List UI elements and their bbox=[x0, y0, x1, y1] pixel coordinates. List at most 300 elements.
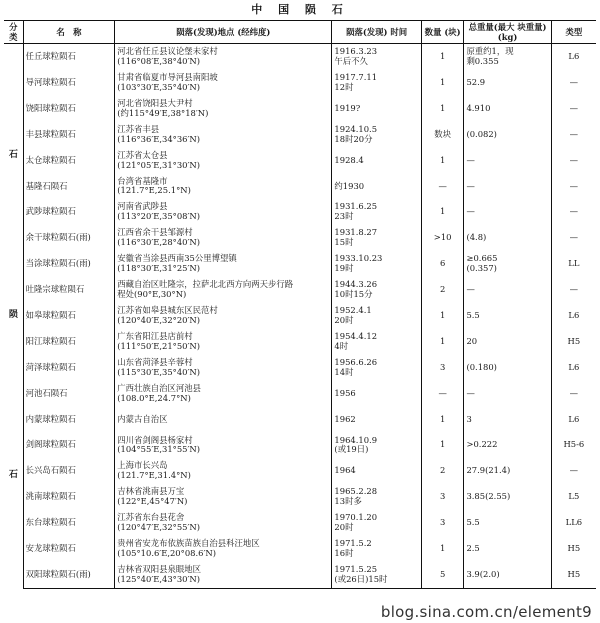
type-cell-text: H5 bbox=[567, 568, 581, 579]
table-row bbox=[4, 251, 596, 277]
location-cell bbox=[115, 225, 332, 251]
time-cell bbox=[332, 355, 421, 381]
type-cell bbox=[551, 173, 596, 199]
weight-cell bbox=[464, 96, 551, 122]
time-cell bbox=[332, 329, 421, 355]
count-cell-text: 1 bbox=[439, 51, 446, 62]
meteorite-name-text: 内蒙球粒陨石 bbox=[25, 413, 76, 424]
count-cell bbox=[421, 44, 464, 70]
location-cell bbox=[115, 173, 332, 199]
count-cell bbox=[421, 277, 464, 303]
location-cell bbox=[115, 562, 332, 588]
count-cell bbox=[421, 96, 464, 122]
table-row bbox=[4, 562, 596, 588]
table-row bbox=[4, 536, 596, 562]
weight-cell bbox=[464, 381, 551, 407]
meteorite-name bbox=[23, 148, 115, 174]
count-cell-text: 1 bbox=[439, 413, 446, 424]
table-row bbox=[4, 484, 596, 510]
time-cell-text: 1970.1.20 bbox=[334, 512, 378, 523]
type-cell-text: H5-6 bbox=[563, 439, 585, 450]
location-cell-text: 江西省余干县邹源村 bbox=[117, 227, 193, 238]
location-cell-text: 吉林省洮南县万宝 bbox=[117, 486, 185, 497]
time-cell-text: 18时20分 bbox=[334, 133, 373, 144]
count-cell bbox=[421, 70, 464, 96]
category-spacer bbox=[6, 321, 21, 471]
count-cell-text: 1 bbox=[439, 154, 446, 165]
count-cell bbox=[421, 122, 464, 148]
weight-cell bbox=[464, 303, 551, 329]
category-char: 石 bbox=[8, 150, 18, 161]
time-cell bbox=[332, 432, 421, 458]
weight-cell-text: 5.5 bbox=[466, 517, 480, 528]
location-cell-text: 吉林省双阳县泉眼地区 bbox=[117, 563, 201, 574]
count-cell bbox=[421, 251, 464, 277]
weight-cell-text: — bbox=[466, 154, 475, 165]
header-time: 陨落(发现) 时间 bbox=[332, 21, 421, 44]
count-cell bbox=[421, 355, 464, 381]
weight-cell-text: (0.180) bbox=[466, 361, 497, 372]
category-char: 石 bbox=[8, 470, 18, 480]
meteorite-name-text: 吐隆宗球粒陨石 bbox=[25, 284, 85, 295]
meteorite-name bbox=[23, 484, 115, 510]
meteorite-name-text: 阳江球粒陨石 bbox=[25, 335, 76, 346]
count-cell-text: 3 bbox=[439, 517, 446, 528]
meteorite-name-text: 基隆石陨石 bbox=[25, 180, 68, 191]
meteorite-name-text: 东台球粒陨石 bbox=[25, 517, 76, 528]
weight-cell-text: 3.9(2.0) bbox=[466, 568, 500, 579]
location-cell-text: (116°08′E,38°40′N) bbox=[117, 55, 200, 66]
time-cell-text: 13时多 bbox=[334, 496, 362, 507]
location-cell bbox=[115, 96, 332, 122]
location-cell-text: (108.0°E,24.7°N) bbox=[117, 392, 191, 403]
header-type: 类型 bbox=[551, 21, 596, 44]
meteorite-name-text: 当涂球粒陨石(雨) bbox=[25, 258, 91, 269]
location-cell-text: 江苏省如皋县城东区民范村 bbox=[117, 305, 218, 316]
location-cell bbox=[115, 510, 332, 536]
type-cell bbox=[551, 225, 596, 251]
meteorite-name bbox=[23, 562, 115, 588]
location-cell-text: (120°40′E,32°20′N) bbox=[117, 314, 200, 325]
weight-cell bbox=[464, 329, 551, 355]
table-row bbox=[4, 381, 596, 407]
meteorite-name-text: 菏泽球粒陨石 bbox=[25, 361, 76, 372]
weight-cell bbox=[464, 148, 551, 174]
count-cell-text: 1 bbox=[439, 206, 446, 217]
time-cell bbox=[332, 562, 421, 588]
header-category: 分类 bbox=[4, 21, 23, 44]
type-cell bbox=[551, 432, 596, 458]
table-row bbox=[4, 199, 596, 225]
count-cell-text: 3 bbox=[439, 361, 446, 372]
time-cell-text: 1917.7.11 bbox=[334, 72, 378, 83]
meteorite-name bbox=[23, 199, 115, 225]
weight-cell bbox=[464, 122, 551, 148]
meteorite-name-text: 太仓球粒陨石 bbox=[25, 154, 76, 165]
location-cell bbox=[115, 44, 332, 70]
time-cell bbox=[332, 277, 421, 303]
weight-cell-text: — bbox=[466, 284, 475, 295]
type-cell bbox=[551, 44, 596, 70]
location-cell-text: 山东省菏泽县辛蓉村 bbox=[117, 356, 193, 367]
location-cell-text: 西藏自治区吐隆宗，拉萨北北西方向两天步行路 bbox=[117, 279, 294, 290]
time-cell-text: 15时 bbox=[334, 237, 354, 248]
type-cell bbox=[551, 562, 596, 588]
weight-cell bbox=[464, 510, 551, 536]
watermark: blog.sina.com.cn/element9 bbox=[380, 603, 592, 621]
meteorite-name bbox=[23, 277, 115, 303]
time-cell-text: 1964 bbox=[334, 465, 356, 476]
count-cell bbox=[421, 458, 464, 484]
location-cell bbox=[115, 329, 332, 355]
location-cell-text: (121°05′E,31°30′N) bbox=[117, 159, 200, 170]
location-cell bbox=[115, 303, 332, 329]
meteorite-name bbox=[23, 406, 115, 432]
time-cell-text: 12时 bbox=[334, 81, 354, 92]
location-cell-text: 江苏省东台县花舍 bbox=[117, 512, 185, 523]
time-cell-text: 1954.4.12 bbox=[334, 330, 378, 341]
time-cell-text: 23时 bbox=[334, 211, 354, 222]
count-cell-text: 2 bbox=[439, 284, 446, 295]
count-cell bbox=[421, 329, 464, 355]
time-cell bbox=[332, 173, 421, 199]
weight-cell-text: — bbox=[466, 180, 475, 191]
time-cell-text: 1931.6.25 bbox=[334, 201, 378, 212]
type-cell-text: — bbox=[569, 465, 579, 476]
location-cell-text: (118°30′E,31°25′N) bbox=[117, 263, 200, 274]
weight-cell bbox=[464, 199, 551, 225]
type-cell bbox=[551, 70, 596, 96]
time-cell-text: 1964.10.9 bbox=[334, 434, 378, 445]
type-cell bbox=[551, 251, 596, 277]
type-cell-text: — bbox=[569, 154, 579, 165]
count-cell bbox=[421, 432, 464, 458]
table-row bbox=[4, 510, 596, 536]
location-cell-text: 甘肃省临夏市导河县南阳坡 bbox=[117, 72, 218, 83]
meteorite-name-text: 余干球粒陨石(雨) bbox=[25, 232, 91, 243]
weight-cell bbox=[464, 355, 551, 381]
location-cell bbox=[115, 148, 332, 174]
meteorite-name-text: 任丘球粒陨石 bbox=[25, 51, 76, 62]
weight-cell bbox=[464, 251, 551, 277]
meteorite-name bbox=[23, 303, 115, 329]
time-cell-text: 约1930 bbox=[334, 180, 365, 191]
location-cell-text: (115°30′E,35°40′N) bbox=[117, 366, 200, 377]
type-cell-text: — bbox=[569, 206, 579, 217]
weight-cell-text: 4.910 bbox=[466, 102, 491, 113]
count-cell-text: 1 bbox=[439, 542, 446, 553]
table-header-row bbox=[4, 21, 596, 44]
location-cell bbox=[115, 536, 332, 562]
time-cell bbox=[332, 381, 421, 407]
count-cell bbox=[421, 381, 464, 407]
time-cell-text: 20时 bbox=[334, 314, 354, 325]
location-cell-text: (116°36′E,34°36′N) bbox=[117, 133, 200, 144]
location-cell-text: 广西壮族自治区河池县 bbox=[117, 382, 201, 393]
count-cell-text: 1 bbox=[439, 335, 446, 346]
header-weight: 总重量(最大 块重量)(kg) bbox=[464, 21, 551, 44]
time-cell-text: 1933.10.23 bbox=[334, 253, 383, 264]
count-cell bbox=[421, 510, 464, 536]
weight-cell bbox=[464, 562, 551, 588]
location-cell-text: (105°10.6′E,20°08.6′N) bbox=[117, 547, 216, 558]
time-cell-text: 14时 bbox=[334, 366, 354, 377]
table-row bbox=[4, 458, 596, 484]
weight-cell-text: — bbox=[466, 387, 475, 398]
time-cell-text: 1952.4.1 bbox=[334, 305, 372, 316]
time-cell-text: 10时15分 bbox=[334, 288, 373, 299]
weight-cell bbox=[464, 70, 551, 96]
table-row bbox=[4, 277, 596, 303]
location-cell-text: 程处(90°E,30°N) bbox=[117, 288, 187, 299]
time-cell bbox=[332, 406, 421, 432]
time-cell-text: 1956 bbox=[334, 387, 356, 398]
weight-cell-text: — bbox=[466, 206, 475, 217]
table-row bbox=[4, 122, 596, 148]
location-cell-text: (121.7°E,25.1°N) bbox=[117, 185, 191, 196]
meteorite-name bbox=[23, 432, 115, 458]
meteorite-name bbox=[23, 225, 115, 251]
time-cell bbox=[332, 458, 421, 484]
meteorite-name bbox=[23, 122, 115, 148]
location-cell bbox=[115, 199, 332, 225]
location-cell-text: 广东省阳江县店前村 bbox=[117, 330, 193, 341]
location-cell-text: 江苏省丰县 bbox=[117, 123, 160, 134]
weight-cell-text: 27.9(21.4) bbox=[466, 465, 511, 476]
weight-cell-text: 原重约1，现 bbox=[466, 46, 514, 57]
meteorite-name bbox=[23, 329, 115, 355]
time-cell bbox=[332, 44, 421, 70]
meteorite-name bbox=[23, 44, 115, 70]
time-cell-text: 20时 bbox=[334, 521, 354, 532]
time-cell-text: 1931.8.27 bbox=[334, 227, 378, 238]
location-cell bbox=[115, 381, 332, 407]
location-cell-text: 江苏省太仓县 bbox=[117, 149, 168, 160]
time-cell-text: 1916.3.23 bbox=[334, 46, 378, 57]
weight-cell-text: 5.5 bbox=[466, 309, 480, 320]
type-cell-text: — bbox=[569, 102, 579, 113]
meteorite-name-text: 武陟球粒陨石 bbox=[25, 206, 76, 217]
count-cell-text: >10 bbox=[433, 232, 452, 243]
time-cell-text: 16时 bbox=[334, 547, 354, 558]
count-cell-text: 5 bbox=[439, 568, 446, 579]
count-cell-text: 1 bbox=[439, 309, 446, 320]
type-cell-text: — bbox=[569, 284, 579, 295]
weight-cell-text: (4.8) bbox=[466, 232, 487, 243]
location-cell-text: (111°50′E,21°50′N) bbox=[117, 340, 200, 351]
category-char: 陨 bbox=[8, 310, 18, 321]
type-cell bbox=[551, 510, 596, 536]
count-cell-text: 1 bbox=[439, 76, 446, 87]
type-cell-text: — bbox=[569, 76, 579, 87]
time-cell-text: 1965.2.28 bbox=[334, 486, 378, 497]
table-row bbox=[4, 225, 596, 251]
type-cell bbox=[551, 303, 596, 329]
location-cell-text: 台湾省基隆市 bbox=[117, 175, 168, 186]
weight-cell-text: 20 bbox=[466, 335, 478, 346]
type-cell-text: H5 bbox=[567, 542, 581, 553]
table-body bbox=[4, 44, 596, 589]
type-cell-text: L6 bbox=[568, 413, 580, 424]
location-cell-text: (120°47′E,32°55′N) bbox=[117, 521, 200, 532]
count-cell-text: 6 bbox=[439, 258, 446, 269]
header-count: 数量 (块) bbox=[421, 21, 464, 44]
location-cell bbox=[115, 432, 332, 458]
location-cell bbox=[115, 458, 332, 484]
time-cell-text: 1971.5.25 bbox=[334, 563, 378, 574]
weight-cell bbox=[464, 225, 551, 251]
header-name: 名 称 bbox=[23, 21, 115, 44]
weight-cell bbox=[464, 484, 551, 510]
time-cell bbox=[332, 148, 421, 174]
meteorite-name bbox=[23, 458, 115, 484]
meteorite-name-text: 剑阁球粒陨石 bbox=[25, 439, 76, 450]
category-spacer bbox=[6, 161, 21, 311]
location-cell-text: 河北省任丘县议论堡未家村 bbox=[117, 46, 218, 57]
weight-cell-text: (0.082) bbox=[466, 128, 497, 139]
type-cell bbox=[551, 329, 596, 355]
meteorite-name bbox=[23, 510, 115, 536]
location-cell-text: (121.7°E,31.4°N) bbox=[117, 470, 191, 481]
meteorite-name bbox=[23, 381, 115, 407]
weight-cell-text: 52.9 bbox=[466, 76, 486, 87]
weight-cell-text: 剩0.355 bbox=[466, 55, 499, 66]
type-cell bbox=[551, 458, 596, 484]
time-cell bbox=[332, 484, 421, 510]
time-cell-text: 午后不久 bbox=[334, 55, 368, 66]
type-cell bbox=[551, 96, 596, 122]
meteorite-name-text: 如皋球粒陨石 bbox=[25, 309, 76, 320]
count-cell-text: — bbox=[438, 387, 447, 398]
location-cell-text: (约115°49′E,38°18′N) bbox=[117, 107, 209, 118]
weight-cell-text: 3 bbox=[466, 413, 472, 424]
time-cell-text: (或19日) bbox=[334, 444, 369, 455]
time-cell-text: 1971.5.2 bbox=[334, 538, 372, 549]
time-cell-text: 19时 bbox=[334, 263, 354, 274]
meteorite-name-text: 丰县球粒陨石 bbox=[25, 128, 76, 139]
count-cell-text: 3 bbox=[439, 491, 446, 502]
meteorite-name bbox=[23, 251, 115, 277]
count-cell-text: — bbox=[438, 180, 447, 191]
count-cell-text: 1 bbox=[439, 439, 446, 450]
location-cell bbox=[115, 251, 332, 277]
type-cell-text: H5 bbox=[567, 335, 581, 346]
time-cell-text: 4时 bbox=[334, 340, 349, 351]
count-cell bbox=[421, 199, 464, 225]
table-row bbox=[4, 303, 596, 329]
location-cell-text: 四川省剑阁县杨家村 bbox=[117, 434, 193, 445]
time-cell-text: 1944.3.26 bbox=[334, 279, 378, 290]
meteorite-name-text: 饶阳球粒陨石 bbox=[25, 102, 76, 113]
type-cell bbox=[551, 355, 596, 381]
table-row bbox=[4, 148, 596, 174]
type-cell-text: — bbox=[569, 232, 579, 243]
type-cell bbox=[551, 277, 596, 303]
type-cell-text: LL6 bbox=[565, 517, 583, 528]
weight-cell bbox=[464, 432, 551, 458]
weight-cell bbox=[464, 173, 551, 199]
type-cell-text: L6 bbox=[568, 51, 580, 62]
meteorite-name-text: 河池石陨石 bbox=[25, 387, 68, 398]
time-cell-text: 1924.10.5 bbox=[334, 123, 378, 134]
location-cell-text: 贵州省安龙布依族苗族自治县科汪地区 bbox=[117, 538, 260, 549]
type-cell bbox=[551, 406, 596, 432]
meteorite-name-text: 安龙球粒陨石 bbox=[25, 542, 76, 553]
location-cell-text: (125°40′E,43°30′N) bbox=[117, 573, 200, 584]
meteorite-name-text: 双阳球粒陨石(雨) bbox=[25, 568, 91, 579]
time-cell-text: (或26日)15时 bbox=[334, 573, 388, 584]
count-cell-text: 数块 bbox=[434, 128, 452, 139]
weight-cell-text: 3.85(2.55) bbox=[466, 491, 511, 502]
time-cell bbox=[332, 536, 421, 562]
weight-cell-text: (0.357) bbox=[466, 263, 497, 274]
time-cell bbox=[332, 199, 421, 225]
type-cell bbox=[551, 122, 596, 148]
category-cell bbox=[4, 44, 23, 589]
count-cell bbox=[421, 484, 464, 510]
type-cell bbox=[551, 148, 596, 174]
location-cell-text: (104°55′E,31°55′N) bbox=[117, 444, 200, 455]
location-cell-text: (122°E,45°47′N) bbox=[117, 496, 188, 507]
time-cell bbox=[332, 225, 421, 251]
count-cell bbox=[421, 148, 464, 174]
location-cell-text: (116°30′E,28°40′N) bbox=[117, 237, 200, 248]
location-cell-text: 内蒙古自治区 bbox=[117, 413, 168, 424]
meteorite-name bbox=[23, 536, 115, 562]
type-cell bbox=[551, 381, 596, 407]
location-cell bbox=[115, 406, 332, 432]
location-cell bbox=[115, 484, 332, 510]
time-cell bbox=[332, 70, 421, 96]
location-cell-text: (103°30′E,35°40′N) bbox=[117, 81, 200, 92]
meteorite-name-text: 导河球粒陨石 bbox=[25, 76, 76, 87]
meteorite-name bbox=[23, 173, 115, 199]
type-cell-text: LL bbox=[568, 258, 580, 269]
meteorite-name-text: 长兴岛石陨石 bbox=[25, 465, 76, 476]
category-label bbox=[6, 151, 21, 480]
weight-cell bbox=[464, 458, 551, 484]
count-cell bbox=[421, 173, 464, 199]
weight-cell-text: ≥0.665 bbox=[466, 253, 498, 264]
type-cell-text: L6 bbox=[568, 309, 580, 320]
time-cell-text: 1919? bbox=[334, 102, 361, 113]
count-cell bbox=[421, 562, 464, 588]
table-row bbox=[4, 96, 596, 122]
location-cell bbox=[115, 277, 332, 303]
location-cell bbox=[115, 355, 332, 381]
header-location: 陨落(发现)地点 (经纬度) bbox=[115, 21, 332, 44]
weight-cell bbox=[464, 44, 551, 70]
table-row bbox=[4, 173, 596, 199]
weight-cell bbox=[464, 277, 551, 303]
location-cell-text: 河南省武陟县 bbox=[117, 201, 168, 212]
count-cell bbox=[421, 225, 464, 251]
location-cell-text: (113°20′E,35°08′N) bbox=[117, 211, 200, 222]
type-cell-text: — bbox=[569, 128, 579, 139]
time-cell bbox=[332, 303, 421, 329]
weight-cell bbox=[464, 406, 551, 432]
count-cell bbox=[421, 406, 464, 432]
type-cell-text: L5 bbox=[568, 491, 580, 502]
meteorite-name bbox=[23, 355, 115, 381]
weight-cell-text: 2.5 bbox=[466, 542, 480, 553]
time-cell bbox=[332, 122, 421, 148]
table-row bbox=[4, 355, 596, 381]
location-cell-text: 安徽省当涂县西南35公里博望镇 bbox=[117, 253, 237, 264]
meteorite-table bbox=[4, 20, 596, 589]
count-cell bbox=[421, 536, 464, 562]
type-cell bbox=[551, 199, 596, 225]
